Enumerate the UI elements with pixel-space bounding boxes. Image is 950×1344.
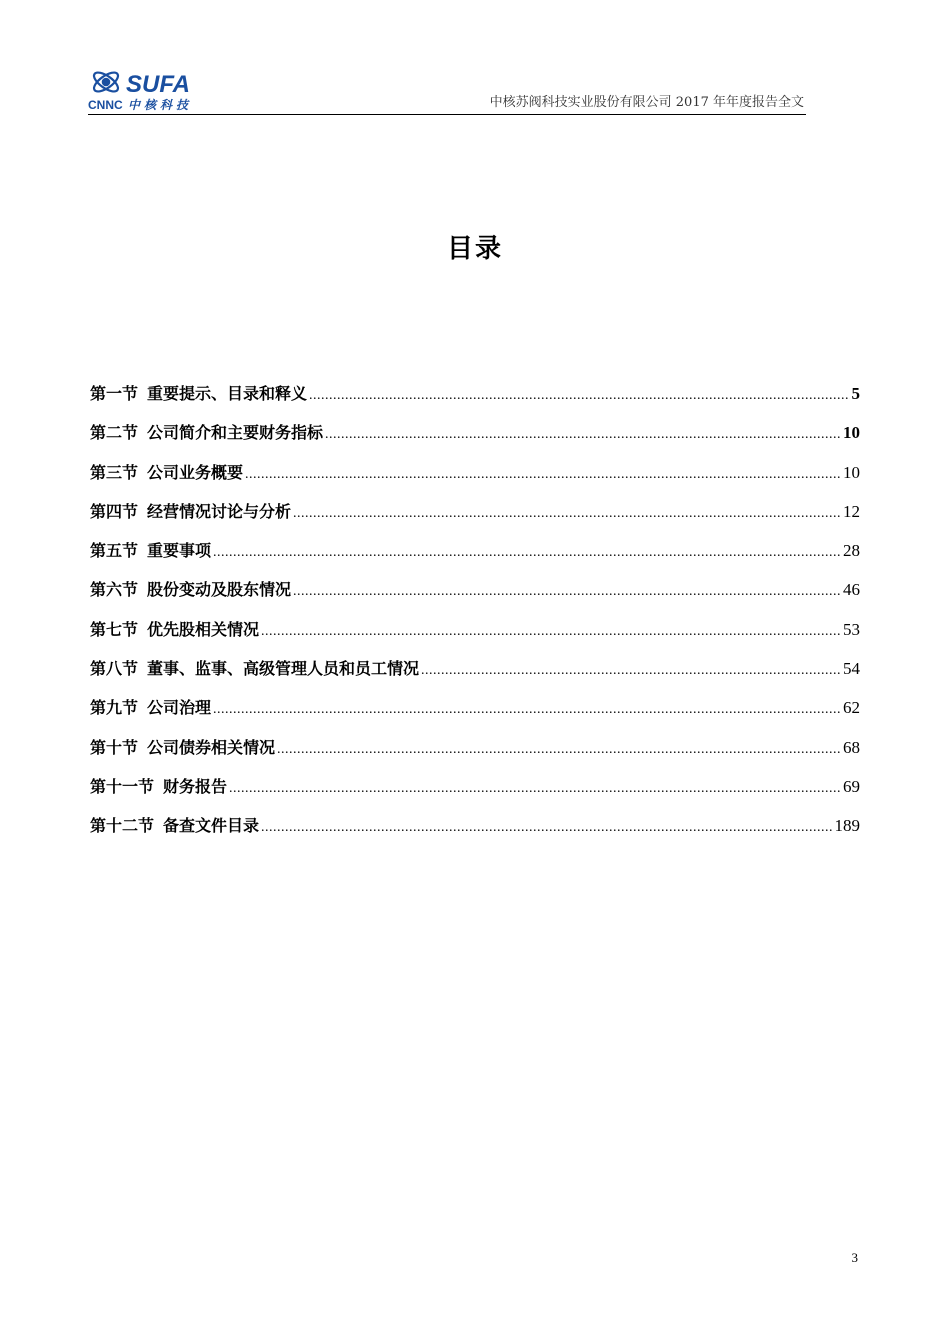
- toc-section-title: 备查文件目录: [163, 816, 260, 836]
- toc-entry[interactable]: [90, 497, 860, 536]
- logo-chinese-name: 中核科技: [128, 98, 193, 112]
- toc-section-title: 重要提示、目录和释义: [147, 384, 308, 403]
- toc-section-number: 第一节: [90, 384, 139, 403]
- toc-section-title: 董事、监事、高级管理人员和员工情况: [147, 659, 420, 679]
- sufa-logo: [88, 64, 228, 112]
- toc-page-number: 53: [843, 619, 860, 639]
- toc-leader-dots: [229, 774, 841, 804]
- toc-page-number: 46: [843, 580, 860, 600]
- toc-page-number: 68: [843, 737, 860, 757]
- toc-section-number: 第九节: [90, 698, 139, 718]
- toc-section-number: 第三节: [90, 462, 139, 482]
- toc-entry[interactable]: [90, 811, 860, 850]
- toc-section-title: 重要事项: [147, 541, 212, 561]
- toc-section-number: 第十节: [90, 737, 139, 757]
- page-number: 3: [851, 1250, 858, 1265]
- table-of-contents: [90, 379, 860, 851]
- toc-section-number: 第十一节: [90, 776, 155, 796]
- toc-leader-dots: [261, 813, 832, 843]
- toc-page-number: 28: [843, 541, 860, 561]
- toc-entry[interactable]: [90, 615, 860, 654]
- toc-entry[interactable]: [90, 654, 860, 693]
- toc-page-number: 189: [834, 816, 860, 836]
- toc-entry[interactable]: [90, 458, 860, 497]
- toc-leader-dots: [293, 499, 841, 529]
- toc-entry[interactable]: [90, 379, 860, 418]
- toc-page-number: 54: [843, 659, 860, 679]
- logo-company-abbr: CNNC: [88, 98, 123, 112]
- toc-leader-dots: [245, 460, 841, 490]
- toc-page-number: 62: [843, 698, 860, 718]
- toc-section-number: 第十二节: [90, 816, 155, 836]
- toc-section-number: 第六节: [90, 580, 139, 600]
- toc-section-number: 第二节: [90, 423, 139, 443]
- toc-section-title: 财务报告: [163, 776, 228, 796]
- toc-section-number: 第八节: [90, 659, 139, 679]
- toc-leader-dots: [213, 538, 841, 568]
- toc-section-title: 公司债券相关情况: [147, 737, 276, 757]
- toc-leader-dots: [309, 381, 849, 411]
- page-header: [88, 64, 806, 115]
- toc-leader-dots: [261, 617, 841, 647]
- toc-section-title: 优先股相关情况: [147, 619, 260, 639]
- toc-page-number: 5: [851, 384, 860, 403]
- toc-leader-dots: [421, 656, 841, 686]
- toc-section-title: 股份变动及股东情况: [147, 580, 292, 600]
- toc-page-number: 10: [843, 462, 860, 482]
- toc-page-number: 10: [843, 423, 860, 443]
- toc-section-number: 第五节: [90, 541, 139, 561]
- toc-entry[interactable]: [90, 772, 860, 811]
- toc-leader-dots: [325, 420, 841, 450]
- atom-icon: [91, 69, 121, 95]
- toc-page-number: 69: [843, 776, 860, 796]
- toc-section-title: 公司业务概要: [147, 462, 244, 482]
- toc-entry[interactable]: [90, 575, 860, 614]
- toc-entry[interactable]: [90, 693, 860, 732]
- toc-section-title: 经营情况讨论与分析: [147, 501, 292, 521]
- toc-leader-dots: [213, 695, 841, 725]
- toc-leader-dots: [293, 577, 841, 607]
- toc-entry[interactable]: [90, 536, 860, 575]
- toc-section-title: 公司治理: [147, 698, 212, 718]
- logo-brand: SUFA: [126, 71, 191, 98]
- page-title: 目录: [446, 234, 503, 264]
- toc-section-title: 公司简介和主要财务指标: [147, 423, 324, 443]
- toc-section-number: 第七节: [90, 619, 139, 639]
- toc-leader-dots: [277, 735, 841, 765]
- toc-entry[interactable]: [90, 733, 860, 772]
- toc-entry[interactable]: [90, 418, 860, 457]
- toc-section-number: 第四节: [90, 501, 139, 521]
- toc-page-number: 12: [843, 501, 860, 521]
- header-title: 中核苏阀科技实业股份有限公司 2017 年年度报告全文: [489, 95, 804, 110]
